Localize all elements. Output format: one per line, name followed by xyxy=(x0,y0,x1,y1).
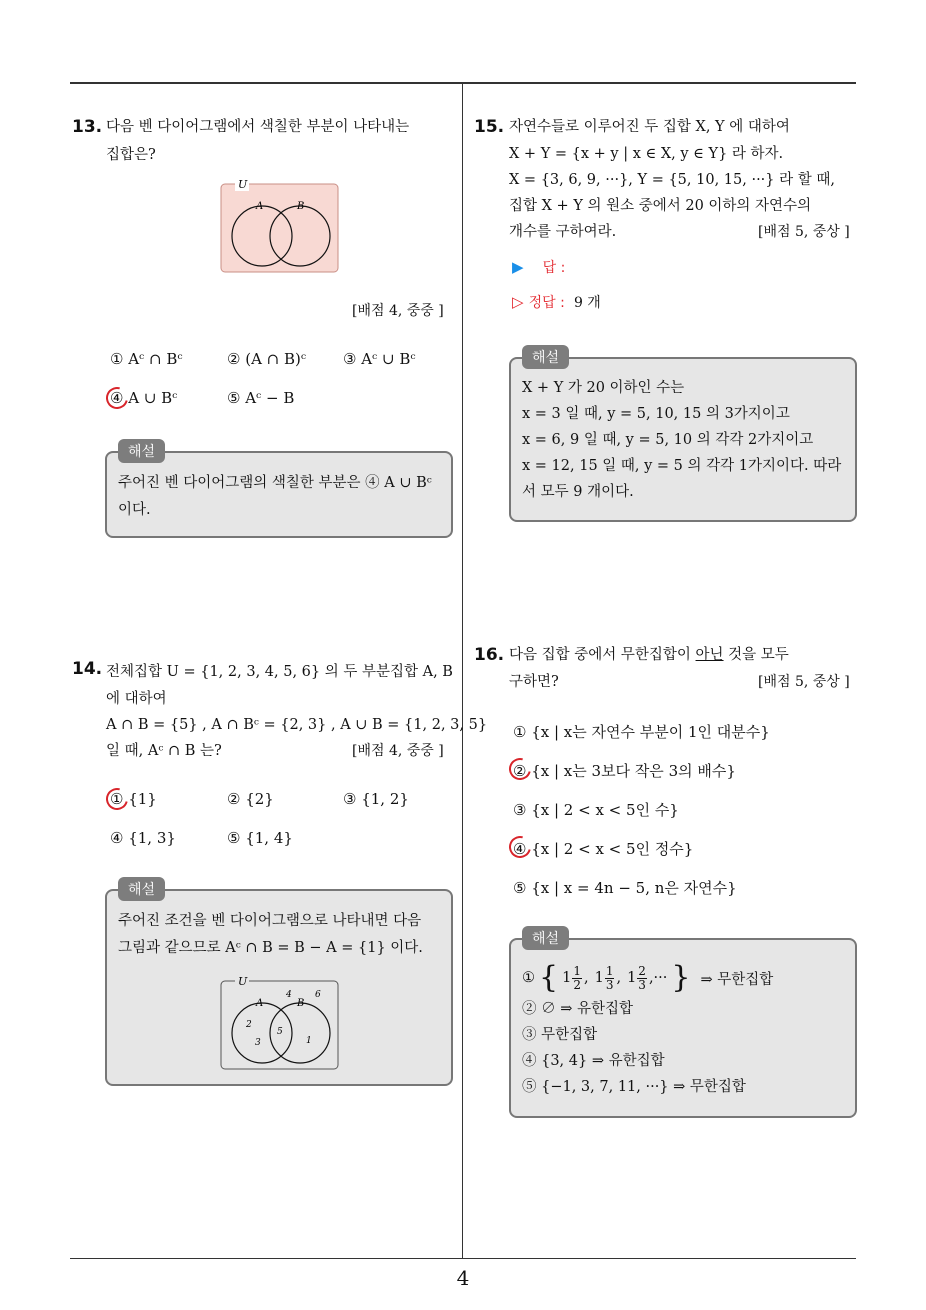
q14-solution-line2: 그림과 같으므로 Aᶜ ∩ B = B − A = {1} 이다. xyxy=(118,940,423,956)
q14-number: 14. xyxy=(72,659,103,679)
q15-line1: 자연수들로 이루어진 두 집합 X, Y 에 대하여 xyxy=(509,119,790,135)
q15-line2: X + Y = {x + y | x ∈ X, y ∈ Y} 라 하자. xyxy=(509,146,784,162)
bottom-rule xyxy=(70,1258,856,1259)
q15-solution-line4: x = 12, 15 일 때, y = 5 의 각각 1가지이다. 따라 xyxy=(522,458,842,474)
q14-score: [배점 4, 중중 ] xyxy=(352,743,444,759)
q16-solution-line3: ③ 무한집합 xyxy=(522,1027,598,1043)
q16-choice-2: ② {x | x는 3보다 작은 3의 배수} xyxy=(513,762,736,780)
fraction-2-den: 3 xyxy=(605,977,614,992)
q13-venn-label-a: A xyxy=(256,201,264,212)
q14-line2: 에 대하여 xyxy=(106,691,167,707)
play-arrow-icon: ▶ xyxy=(512,258,524,276)
q14-choice-3: ③ {1, 2} xyxy=(343,790,409,808)
q13-choice-1: ① Aᶜ ∩ Bᶜ xyxy=(110,350,183,368)
q16-solution-line4: ④ {3, 4} ⇒ 유한집합 xyxy=(522,1053,665,1069)
fraction-3-den: 3 xyxy=(638,977,646,992)
fraction-1-num: 1 xyxy=(573,963,581,978)
fraction-ellipsis: ··· xyxy=(653,970,668,986)
q16-choice-1: ① {x | x는 자연수 부분이 1인 대분수} xyxy=(513,723,770,741)
q16-solution-line1: ① { 1 $\frac{1}{2}$ , 1 $\frac{1}{3}$ , 1 $\frac{2}{3}$ , ··· } ⇒ 무한집합 xyxy=(522,960,774,995)
fraction-3-num: 2 xyxy=(638,963,646,978)
q15-correct-label: 정답 : xyxy=(528,295,565,311)
q16-number: 16. xyxy=(474,645,505,665)
q16-line2: 구하면? xyxy=(509,674,559,690)
q14-venn-num-3: 3 xyxy=(255,1038,261,1048)
q16-line1-post: 것을 모두 xyxy=(723,647,789,663)
fraction-2-whole: 1 xyxy=(594,970,604,986)
q16-solution-tab: 해설 xyxy=(522,926,569,950)
q13-venn-label-b: B xyxy=(297,201,305,212)
q14-venn-num-1: 1 xyxy=(306,1036,312,1046)
hollow-arrow-icon: ▷ xyxy=(512,293,524,311)
q14-choice-4: ④ {1, 3} xyxy=(110,829,176,847)
q13-choice-4: ④ A ∪ Bᶜ xyxy=(110,389,178,407)
fraction-2-num: 1 xyxy=(605,963,614,978)
q14-venn-diagram xyxy=(220,975,340,1071)
q15-answer-label: 답 : xyxy=(542,260,566,276)
q16-line1-pre: 다음 집합 중에서 무한집합이 xyxy=(509,647,696,663)
q14-venn-num-5: 5 xyxy=(277,1027,283,1037)
q14-line4: 일 때, Aᶜ ∩ B 는? xyxy=(106,743,222,759)
q14-choice-2: ② {2} xyxy=(227,790,274,808)
q14-venn-label-b: B xyxy=(297,998,305,1009)
q16-choice-5: ⑤ {x | x = 4n − 5, n은 자연수} xyxy=(513,879,737,897)
q16-choice-3: ③ {x | 2 < x < 5인 수} xyxy=(513,801,679,819)
q13-choice-5: ⑤ Aᶜ − B xyxy=(227,389,295,407)
q15-answer-row xyxy=(512,257,565,277)
q13-venn-diagram xyxy=(220,178,340,274)
q13-choice-3: ③ Aᶜ ∪ Bᶜ xyxy=(343,350,416,368)
q14-line3: A ∩ B = {5} , A ∩ Bᶜ = {2, 3} , A ∪ B = {1, 2, 3, 5} xyxy=(106,717,488,733)
q15-correct-value: 9 개 xyxy=(573,295,601,311)
q13-solution-line1: 주어진 벤 다이어그램의 색칠한 부분은 ④ A ∪ Bᶜ xyxy=(118,475,432,491)
q16-score: [배점 5, 중상 ] xyxy=(758,674,850,690)
q14-line1: 전체집합 U = {1, 2, 3, 4, 5, 6} 의 두 부분집합 A, B xyxy=(106,664,453,680)
q15-line3: X = {3, 6, 9, ···}, Y = {5, 10, 15, ···} 라 할 때, xyxy=(509,172,835,188)
mixed-fraction-3 xyxy=(627,965,647,992)
q16-line1 xyxy=(509,642,789,668)
column-divider xyxy=(462,84,463,1258)
q14-venn-num-2: 2 xyxy=(246,1020,252,1030)
q14-solution-line1: 주어진 조건을 벤 다이어그램으로 나타내면 다음 xyxy=(118,913,422,929)
q16-choice-4: ④ {x | 2 < x < 5인 정수} xyxy=(513,840,694,858)
left-brace-icon: { xyxy=(539,960,559,995)
q14-choice-1: ① {1} xyxy=(110,790,157,808)
q14-venn-num-6: 6 xyxy=(315,990,321,1000)
q16-sol1-result: ⇒ 무한집합 xyxy=(700,971,774,988)
q13-number: 13. xyxy=(72,117,103,137)
q15-solution-line1: X + Y 가 20 이하인 수는 xyxy=(522,380,685,396)
fraction-1-den: 2 xyxy=(573,977,581,992)
q15-solution-line3: x = 6, 9 일 때, y = 5, 10 의 각각 2가지이고 xyxy=(522,432,814,448)
q16-solution-line5: ⑤ {−1, 3, 7, 11, ···} ⇒ 무한집합 xyxy=(522,1079,746,1095)
q13-venn-label-u: U xyxy=(238,178,248,191)
q13-line2: 집합은? xyxy=(106,147,156,163)
q15-solution-tab: 해설 xyxy=(522,345,569,369)
q15-solution-line2: x = 3 일 때, y = 5, 10, 15 의 3가지이고 xyxy=(522,406,790,422)
mixed-fraction-1 xyxy=(562,965,582,992)
q13-solution-line2: 이다. xyxy=(118,502,151,518)
q13-score: [배점 4, 중중 ] xyxy=(352,303,444,319)
q13-choice-2: ② (A ∩ B)ᶜ xyxy=(227,350,307,368)
q14-venn-label-a: A xyxy=(256,998,264,1009)
fraction-1-whole: 1 xyxy=(562,970,572,986)
q14-answer-mark xyxy=(102,784,132,814)
q14-venn-label-u: U xyxy=(238,975,248,988)
q13-answer-mark xyxy=(102,383,132,413)
q16-line1-underline: 아닌 xyxy=(695,647,724,663)
q14-solution-tab: 해설 xyxy=(118,877,165,901)
q14-choice-5: ⑤ {1, 4} xyxy=(227,829,293,847)
q16-sol1-prefix: ① xyxy=(522,970,535,986)
q15-line4: 집합 X + Y 의 원소 중에서 20 이하의 자연수의 xyxy=(509,198,812,214)
page-number: 4 xyxy=(456,1266,470,1290)
q14-venn-num-4: 4 xyxy=(286,990,292,1000)
q13-line1: 다음 벤 다이어그램에서 색칠한 부분이 나타내는 xyxy=(106,119,410,135)
q15-solution-line5: 서 모두 9 개이다. xyxy=(522,484,634,500)
top-rule xyxy=(70,82,856,84)
right-brace-icon: } xyxy=(671,960,691,995)
q13-solution-tab: 해설 xyxy=(118,439,165,463)
mixed-fraction-2 xyxy=(595,965,615,992)
q15-number: 15. xyxy=(474,117,505,137)
q15-correct-row xyxy=(512,292,601,312)
q15-score: [배점 5, 중상 ] xyxy=(758,224,850,240)
q16-solution-line2: ② ∅ ⇒ 유한집합 xyxy=(522,1001,634,1017)
q13-venn-universe xyxy=(221,184,338,272)
q15-line5: 개수를 구하여라. xyxy=(509,224,617,240)
fraction-3-whole: 1 xyxy=(627,970,637,986)
